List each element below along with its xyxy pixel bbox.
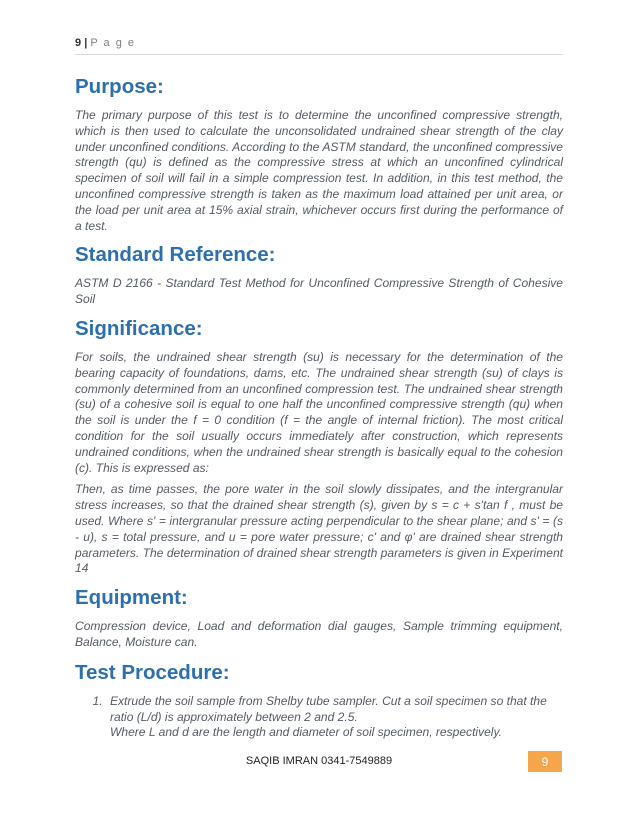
header-page-number: 9 bbox=[75, 37, 82, 49]
footer-author: SAQIB IMRAN 0341-7549889 bbox=[245, 755, 393, 767]
document-body bbox=[75, 72, 563, 741]
procedure-step-text: Extrude the soil sample from Shelby tube sampler. Cut a soil specimen so that the ratio (L/d) is approximately between 2 and 2.5. bbox=[110, 693, 547, 724]
header-separator: | bbox=[84, 37, 88, 49]
significance-paragraph-1: For soils, the undrained shear strength (su) is necessary for the determination of the bearing capacity of foundations, dams, etc. The undrained shear strength (su) of clays is commonly determined from an unconfined compression test. The undrained shear strength (su) of a cohesive soil is equal to one half the unconfined compressive strength (qu) when the soil is under the f = 0 condition (f = the angle of internal friction). The most critical condition for the soil usually occurs immediately after construction, which represents undrained conditions, when the undrained shear strength is basically equal to the cohesion (c). This is expressed as: bbox=[75, 349, 563, 475]
procedure-step-note: Where L and d are the length and diameter of soil specimen, respectively. bbox=[110, 725, 502, 740]
procedure-step bbox=[106, 694, 563, 741]
significance-section bbox=[75, 314, 563, 577]
equipment-section bbox=[75, 583, 563, 651]
test-procedure-section bbox=[75, 658, 563, 741]
header-page-label: P a g e bbox=[90, 37, 136, 49]
standard-reference-text: ASTM D 2166 - Standard Test Method for Unconfined Compressive Strength of Cohesive Soil bbox=[75, 276, 563, 307]
significance-heading: Significance: bbox=[75, 316, 203, 340]
equipment-text: Compression device, Load and deformation dial gauges, Sample trimming equipment, Balance, Moisture can. bbox=[75, 619, 563, 649]
standard-reference-section bbox=[75, 240, 563, 308]
equipment-heading: Equipment: bbox=[75, 586, 188, 610]
significance-paragraph-2: Then, as time passes, the pore water in the soil slowly dissipates, and the intergranular stress increases, so that the drained shear strength (s), given by s = c + s'tan f , must be used. Where s' = intergranular pressure acting perpendicular to the shear plane; and s' = (s - u), s = total pressure, and u = pore water pressure; c' and φ' are drained shear strength parameters. The determination of drained shear strength parameters is given in Experiment 14 bbox=[75, 482, 563, 576]
purpose-section bbox=[75, 72, 563, 234]
standard-reference-heading: Standard Reference: bbox=[75, 243, 276, 267]
procedure-steps-list bbox=[75, 694, 563, 741]
purpose-text: The primary purpose of this test is to determine the unconfined compressive strength, which is then used to calculate the unconsolidated undrained shear strength of the clay under unconfined conditions. According to the ASTM standard, the unconfined compressive strength (qu) is defined as the compressive stress at which an unconfined cylindrical specimen of soil will fail in a simple compression test. In addition, in this test method, the unconfined compressive strength is taken as the maximum load attained per unit area, or the load per unit area at 15% axial strain, whichever occurs first during the performance of a test. bbox=[75, 108, 563, 233]
page-header bbox=[75, 37, 563, 55]
footer-page-number: 9 bbox=[528, 751, 562, 772]
purpose-heading: Purpose: bbox=[75, 75, 164, 98]
test-procedure-heading: Test Procedure: bbox=[75, 660, 230, 684]
